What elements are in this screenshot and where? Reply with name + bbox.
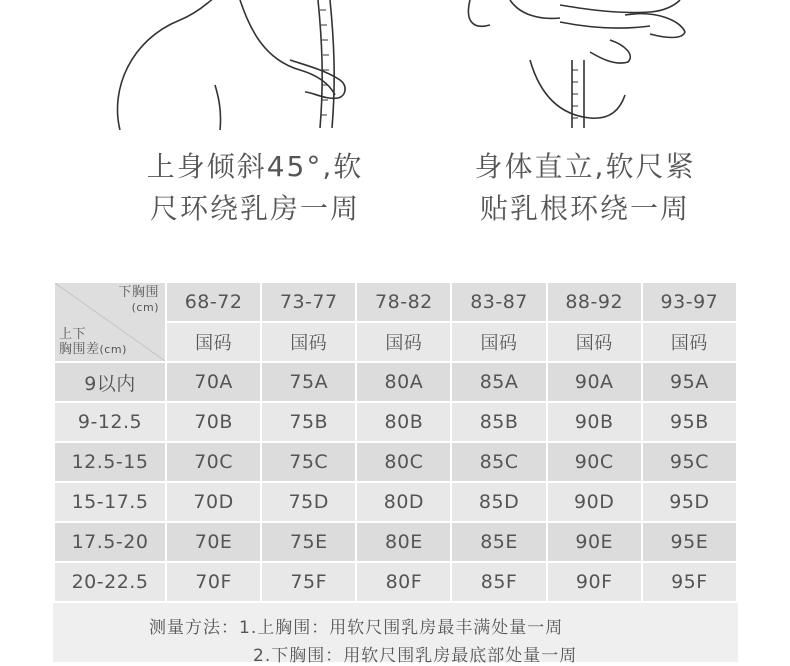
range-header: 68-72: [166, 282, 261, 322]
bust-diff-cell: 9以内: [54, 362, 166, 402]
measurement-notes: [53, 603, 738, 666]
caption-line: 尺环绕乳房一周: [149, 192, 360, 225]
tilted-body-illustration: [90, 0, 360, 130]
caption-line: 贴乳根环绕一周: [479, 192, 690, 225]
table-row: [54, 362, 737, 402]
size-cell: 75F: [261, 562, 356, 602]
range-header: 88-92: [547, 282, 642, 322]
range-header: 93-97: [642, 282, 737, 322]
size-cell: 85F: [451, 562, 546, 602]
code-header: 国码: [356, 322, 451, 362]
code-header: 国码: [642, 322, 737, 362]
bust-diff-cell: 15-17.5: [54, 482, 166, 522]
bust-diff-text-2: 胸围差: [59, 342, 100, 357]
size-cell: 80B: [356, 402, 451, 442]
size-cell: 95C: [642, 442, 737, 482]
tilted-measure-caption: [130, 146, 380, 230]
range-header: 73-77: [261, 282, 356, 322]
table-row: [54, 442, 737, 482]
size-cell: 80A: [356, 362, 451, 402]
size-chart-table: [53, 281, 738, 603]
table-row: [54, 562, 737, 602]
bust-diff-cell: 17.5-20: [54, 522, 166, 562]
table-row: [54, 522, 737, 562]
code-header: 国码: [166, 322, 261, 362]
size-cell: 70D: [166, 482, 261, 522]
size-cell: 85B: [451, 402, 546, 442]
bust-diff-unit: (cm): [99, 343, 127, 356]
table-header-row: [54, 282, 737, 322]
bust-diff-cell: 12.5-15: [54, 442, 166, 482]
code-header: 国码: [261, 322, 356, 362]
table-row: [54, 482, 737, 522]
table-row: [54, 402, 737, 442]
size-cell: 75B: [261, 402, 356, 442]
size-cell: 75E: [261, 522, 356, 562]
table-corner-cell: [54, 282, 166, 362]
under-bust-text: 下胸围: [118, 285, 159, 300]
size-cell: 90A: [547, 362, 642, 402]
size-cell: 75A: [261, 362, 356, 402]
size-cell: 70F: [166, 562, 261, 602]
caption-line: 上身倾斜45°,软: [146, 150, 364, 183]
bust-diff-label: [59, 327, 127, 357]
measurement-illustration-panel: [20, 0, 770, 232]
upright-measure-caption: [450, 146, 720, 230]
size-cell: 85A: [451, 362, 546, 402]
size-cell: 90E: [547, 522, 642, 562]
size-cell: 70C: [166, 442, 261, 482]
size-cell: 75D: [261, 482, 356, 522]
size-cell: 90C: [547, 442, 642, 482]
size-cell: 90B: [547, 402, 642, 442]
bust-diff-cell: 20-22.5: [54, 562, 166, 602]
size-cell: 95B: [642, 402, 737, 442]
size-cell: 85E: [451, 522, 546, 562]
size-cell: 95D: [642, 482, 737, 522]
caption-line: 身体直立,软尺紧: [474, 150, 696, 183]
upright-body-illustration: [450, 0, 720, 130]
size-cell: 95A: [642, 362, 737, 402]
size-cell: 95E: [642, 522, 737, 562]
size-cell: 70A: [166, 362, 261, 402]
range-header: 83-87: [451, 282, 546, 322]
note-upper-bust: 测量方法：1.上胸围：用软尺围乳房最丰满处量一周: [149, 618, 564, 638]
size-cell: 70B: [166, 402, 261, 442]
under-bust-unit: (cm): [131, 301, 159, 314]
code-header: 国码: [547, 322, 642, 362]
size-cell: 90D: [547, 482, 642, 522]
note-under-bust: 2.下胸围：用软尺围乳房最底部处量一周: [253, 646, 578, 666]
size-cell: 75C: [261, 442, 356, 482]
code-header: 国码: [451, 322, 546, 362]
size-cell: 95F: [642, 562, 737, 602]
size-cell: 80C: [356, 442, 451, 482]
size-cell: 85C: [451, 442, 546, 482]
size-cell: 80E: [356, 522, 451, 562]
range-header: 78-82: [356, 282, 451, 322]
bust-diff-text-1: 上下: [59, 327, 87, 342]
under-bust-label: [118, 285, 159, 315]
size-cell: 70E: [166, 522, 261, 562]
size-cell: 80D: [356, 482, 451, 522]
size-cell: 85D: [451, 482, 546, 522]
size-chart: [53, 281, 738, 603]
bust-diff-cell: 9-12.5: [54, 402, 166, 442]
size-cell: 90F: [547, 562, 642, 602]
size-cell: 80F: [356, 562, 451, 602]
